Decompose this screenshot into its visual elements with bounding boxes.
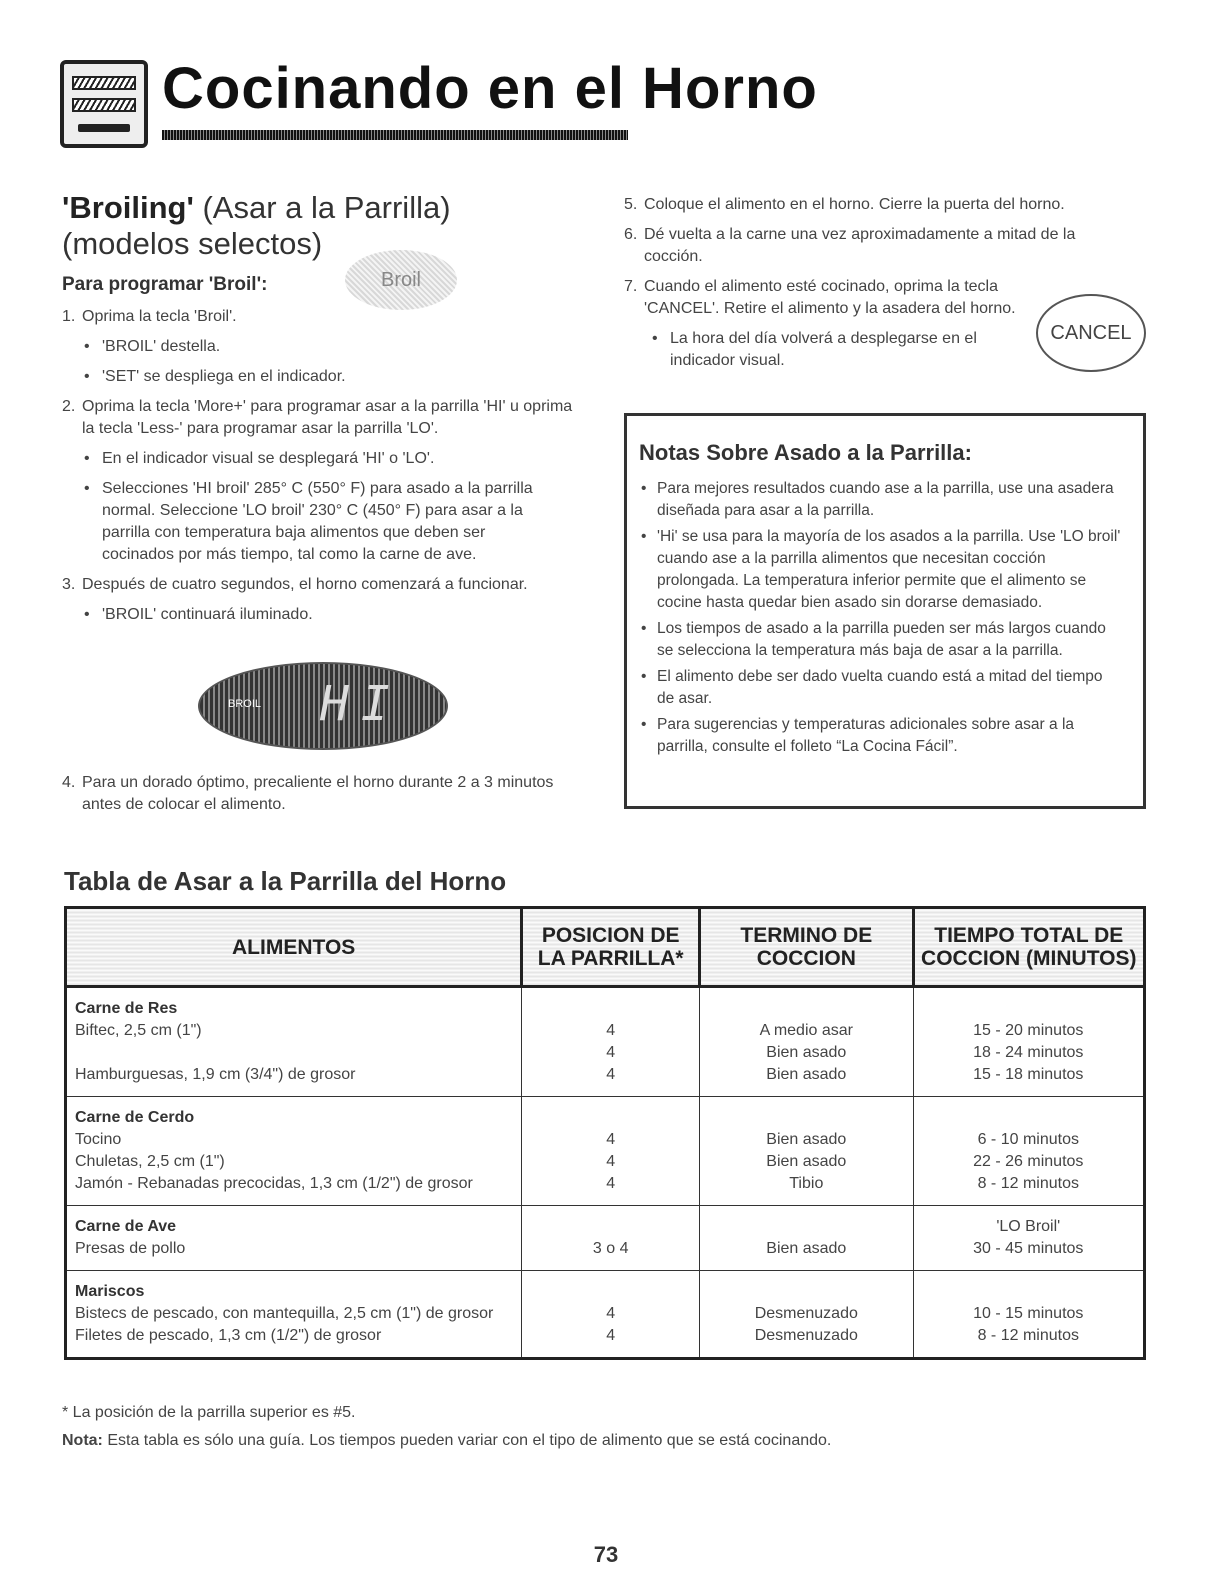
cook-time: 10 - 15 minutos xyxy=(973,1305,1084,1322)
cancel-key: CANCEL xyxy=(1036,294,1146,372)
broil-table xyxy=(64,906,1146,1360)
cook-time: 18 - 24 minutos xyxy=(973,1044,1084,1061)
header-rack-position: POSICION DE LA PARRILLA* xyxy=(522,908,700,987)
oven-display xyxy=(198,662,448,750)
steps-list xyxy=(62,306,592,626)
step-item: 3. Después de cuatro segundos, el horno comenzará a funcionar. xyxy=(62,576,528,593)
notes-title: Notas Sobre Asado a la Parrilla: xyxy=(639,440,972,465)
category-label: Carne de Ave xyxy=(75,1218,177,1235)
cook-time: 6 - 10 minutos xyxy=(977,1131,1079,1148)
category-label: Carne de Cerdo xyxy=(75,1109,195,1126)
notes-list xyxy=(639,478,1123,762)
display-value: HI xyxy=(320,676,402,732)
oven-icon xyxy=(60,60,148,148)
table-note xyxy=(62,1432,831,1450)
rack-position: 4 xyxy=(606,1327,616,1344)
note-item: • Para sugerencias y temperaturas adicionales sobre asar a la parrilla, consulte el folleto “La Cocina Fácil”. xyxy=(639,714,1123,758)
category-label: Mariscos xyxy=(75,1283,145,1300)
step-bullet: • Selecciones 'HI broil' 285° C (550° F) para asado a la parrilla normal. Seleccione 'LO broil' 230° C (450° F) para asar a la parrilla con temperatura baja alimentos que deben ser cocinados por más tiempo, tal como la carne de ave. xyxy=(84,480,533,563)
step-bullet: • 'BROIL' continuará iluminado. xyxy=(84,606,313,623)
rack-position: 3 o 4 xyxy=(592,1240,629,1257)
food-item: Tocino xyxy=(75,1131,122,1148)
category-label: Carne de Res xyxy=(75,1000,178,1017)
note-item: • 'Hi' se usa para la mayoría de los asados a la parrilla. Use 'LO broil' cuando ase a la parrilla alimentos que necesitan cocción prolongada. La temperatura inferior permite que el alimento se cocine hasta quedar bien asado sin dorarse demasiado. xyxy=(639,526,1123,614)
food-item xyxy=(75,1042,513,1064)
header-doneness: TERMINO DE COCCION xyxy=(700,908,914,987)
rack-position: 4 xyxy=(606,1066,616,1083)
rack-position: 4 xyxy=(606,1305,616,1322)
note-text: Esta tabla es sólo una guía. Los tiempos pueden variar con el tipo de alimento que se está cocinando. xyxy=(107,1432,832,1449)
header-total-time: TIEMPO TOTAL DE COCCION (MINUTOS) xyxy=(913,908,1144,987)
doneness: A medio asar xyxy=(759,1022,853,1039)
doneness: Bien asado xyxy=(766,1066,847,1083)
doneness: Desmenuzado xyxy=(754,1327,858,1344)
cook-time: 15 - 20 minutos xyxy=(973,1022,1084,1039)
note-label: Nota: xyxy=(62,1432,103,1449)
doneness: Bien asado xyxy=(766,1131,847,1148)
food-item: Filetes de pescado, 1,3 cm (1/2") de grosor xyxy=(75,1327,382,1344)
doneness: Bien asado xyxy=(766,1240,847,1257)
section-title-rest: (Asar a la Parrilla) xyxy=(202,190,451,225)
food-item: Biftec, 2,5 cm (1") xyxy=(75,1022,202,1039)
header-foods: ALIMENTOS xyxy=(66,908,522,987)
rack-position: 4 xyxy=(606,1153,616,1170)
step-item: 1. Oprima la tecla 'Broil'. xyxy=(62,308,237,325)
doneness: Desmenuzado xyxy=(754,1305,858,1322)
step-item: 6. Dé vuelta a la carne una vez aproximadamente a mitad de la cocción. xyxy=(624,226,1076,265)
broil-key: Broil xyxy=(345,250,457,310)
step-item: 4. Para un dorado óptimo, precaliente el horno durante 2 a 3 minutos antes de colocar el alimento. xyxy=(62,774,554,813)
table-row xyxy=(66,987,1145,1097)
rack-position: 4 xyxy=(606,1175,616,1192)
step-item: 5. Coloque el alimento en el horno. Cierre la puerta del horno. xyxy=(624,196,1065,213)
step-bullet: • En el indicador visual se desplegará 'HI' o 'LO'. xyxy=(84,450,435,467)
title-underline xyxy=(162,130,628,140)
cook-time: 8 - 12 minutos xyxy=(977,1175,1079,1192)
section-title xyxy=(62,190,451,226)
subsection-title: Para programar 'Broil': xyxy=(62,274,268,295)
note-item: • Para mejores resultados cuando ase a la parrilla, use una asadera diseñada para asar a la parrilla. xyxy=(639,478,1123,522)
table-title: Tabla de Asar a la Parrilla del Horno xyxy=(64,866,507,896)
step-item: 2. Oprima la tecla 'More+' para programar asar a la parrilla 'HI' u oprima la tecla 'Less-' para programar asar la parrilla 'LO'. xyxy=(62,398,573,437)
footnote: * La posición de la parrilla superior es #5. xyxy=(62,1404,356,1421)
doneness: Bien asado xyxy=(766,1044,847,1061)
page-number: 73 xyxy=(593,1542,619,1567)
food-item: Chuletas, 2,5 cm (1") xyxy=(75,1153,225,1170)
page-title: Cocinando en el Horno xyxy=(162,56,818,121)
cook-time: 8 - 12 minutos xyxy=(977,1327,1079,1344)
table-row xyxy=(66,1097,1145,1206)
section-title-bold: 'Broiling' xyxy=(62,190,194,225)
doneness: Tibio xyxy=(789,1175,824,1192)
cook-time: 22 - 26 minutos xyxy=(973,1153,1084,1170)
food-item: Bistecs de pescado, con mantequilla, 2,5 cm (1") de grosor xyxy=(75,1305,494,1322)
step-bullet: • 'BROIL' destella. xyxy=(84,338,221,355)
rack-position: 4 xyxy=(606,1131,616,1148)
notes-box xyxy=(624,413,1146,809)
rack-position: 4 xyxy=(606,1044,616,1061)
display-label: BROIL xyxy=(228,698,262,710)
note-item: • El alimento debe ser dado vuelta cuando está a mitad del tiempo de asar. xyxy=(639,666,1123,710)
food-item: Hamburguesas, 1,9 cm (3/4") de grosor xyxy=(75,1066,356,1083)
cook-time: 15 - 18 minutos xyxy=(973,1066,1084,1083)
note-item: • Los tiempos de asado a la parrilla pueden ser más largos cuando se selecciona la temperatura más baja de asar a la parrilla. xyxy=(639,618,1123,662)
section-title-line2: (modelos selectos) xyxy=(62,226,323,261)
step-bullet: • La hora del día volverá a desplegarse en el indicador visual. xyxy=(652,330,977,369)
rack-position: 4 xyxy=(606,1022,616,1039)
table-row xyxy=(66,1271,1145,1359)
doneness: Bien asado xyxy=(766,1153,847,1170)
cook-time: 30 - 45 minutos xyxy=(973,1240,1084,1257)
food-item: Presas de pollo xyxy=(75,1240,186,1257)
step-bullet: • 'SET' se despliega en el indicador. xyxy=(84,368,346,385)
table-row xyxy=(66,1206,1145,1271)
food-item: Jamón - Rebanadas precocidas, 1,3 cm (1/2") de grosor xyxy=(75,1175,473,1192)
step-item: 7. Cuando el alimento esté cocinado, oprima la tecla 'CANCEL'. Retire el alimento y la asadera del horno. xyxy=(624,278,1016,317)
lo-broil-label: 'LO Broil' xyxy=(996,1218,1061,1235)
